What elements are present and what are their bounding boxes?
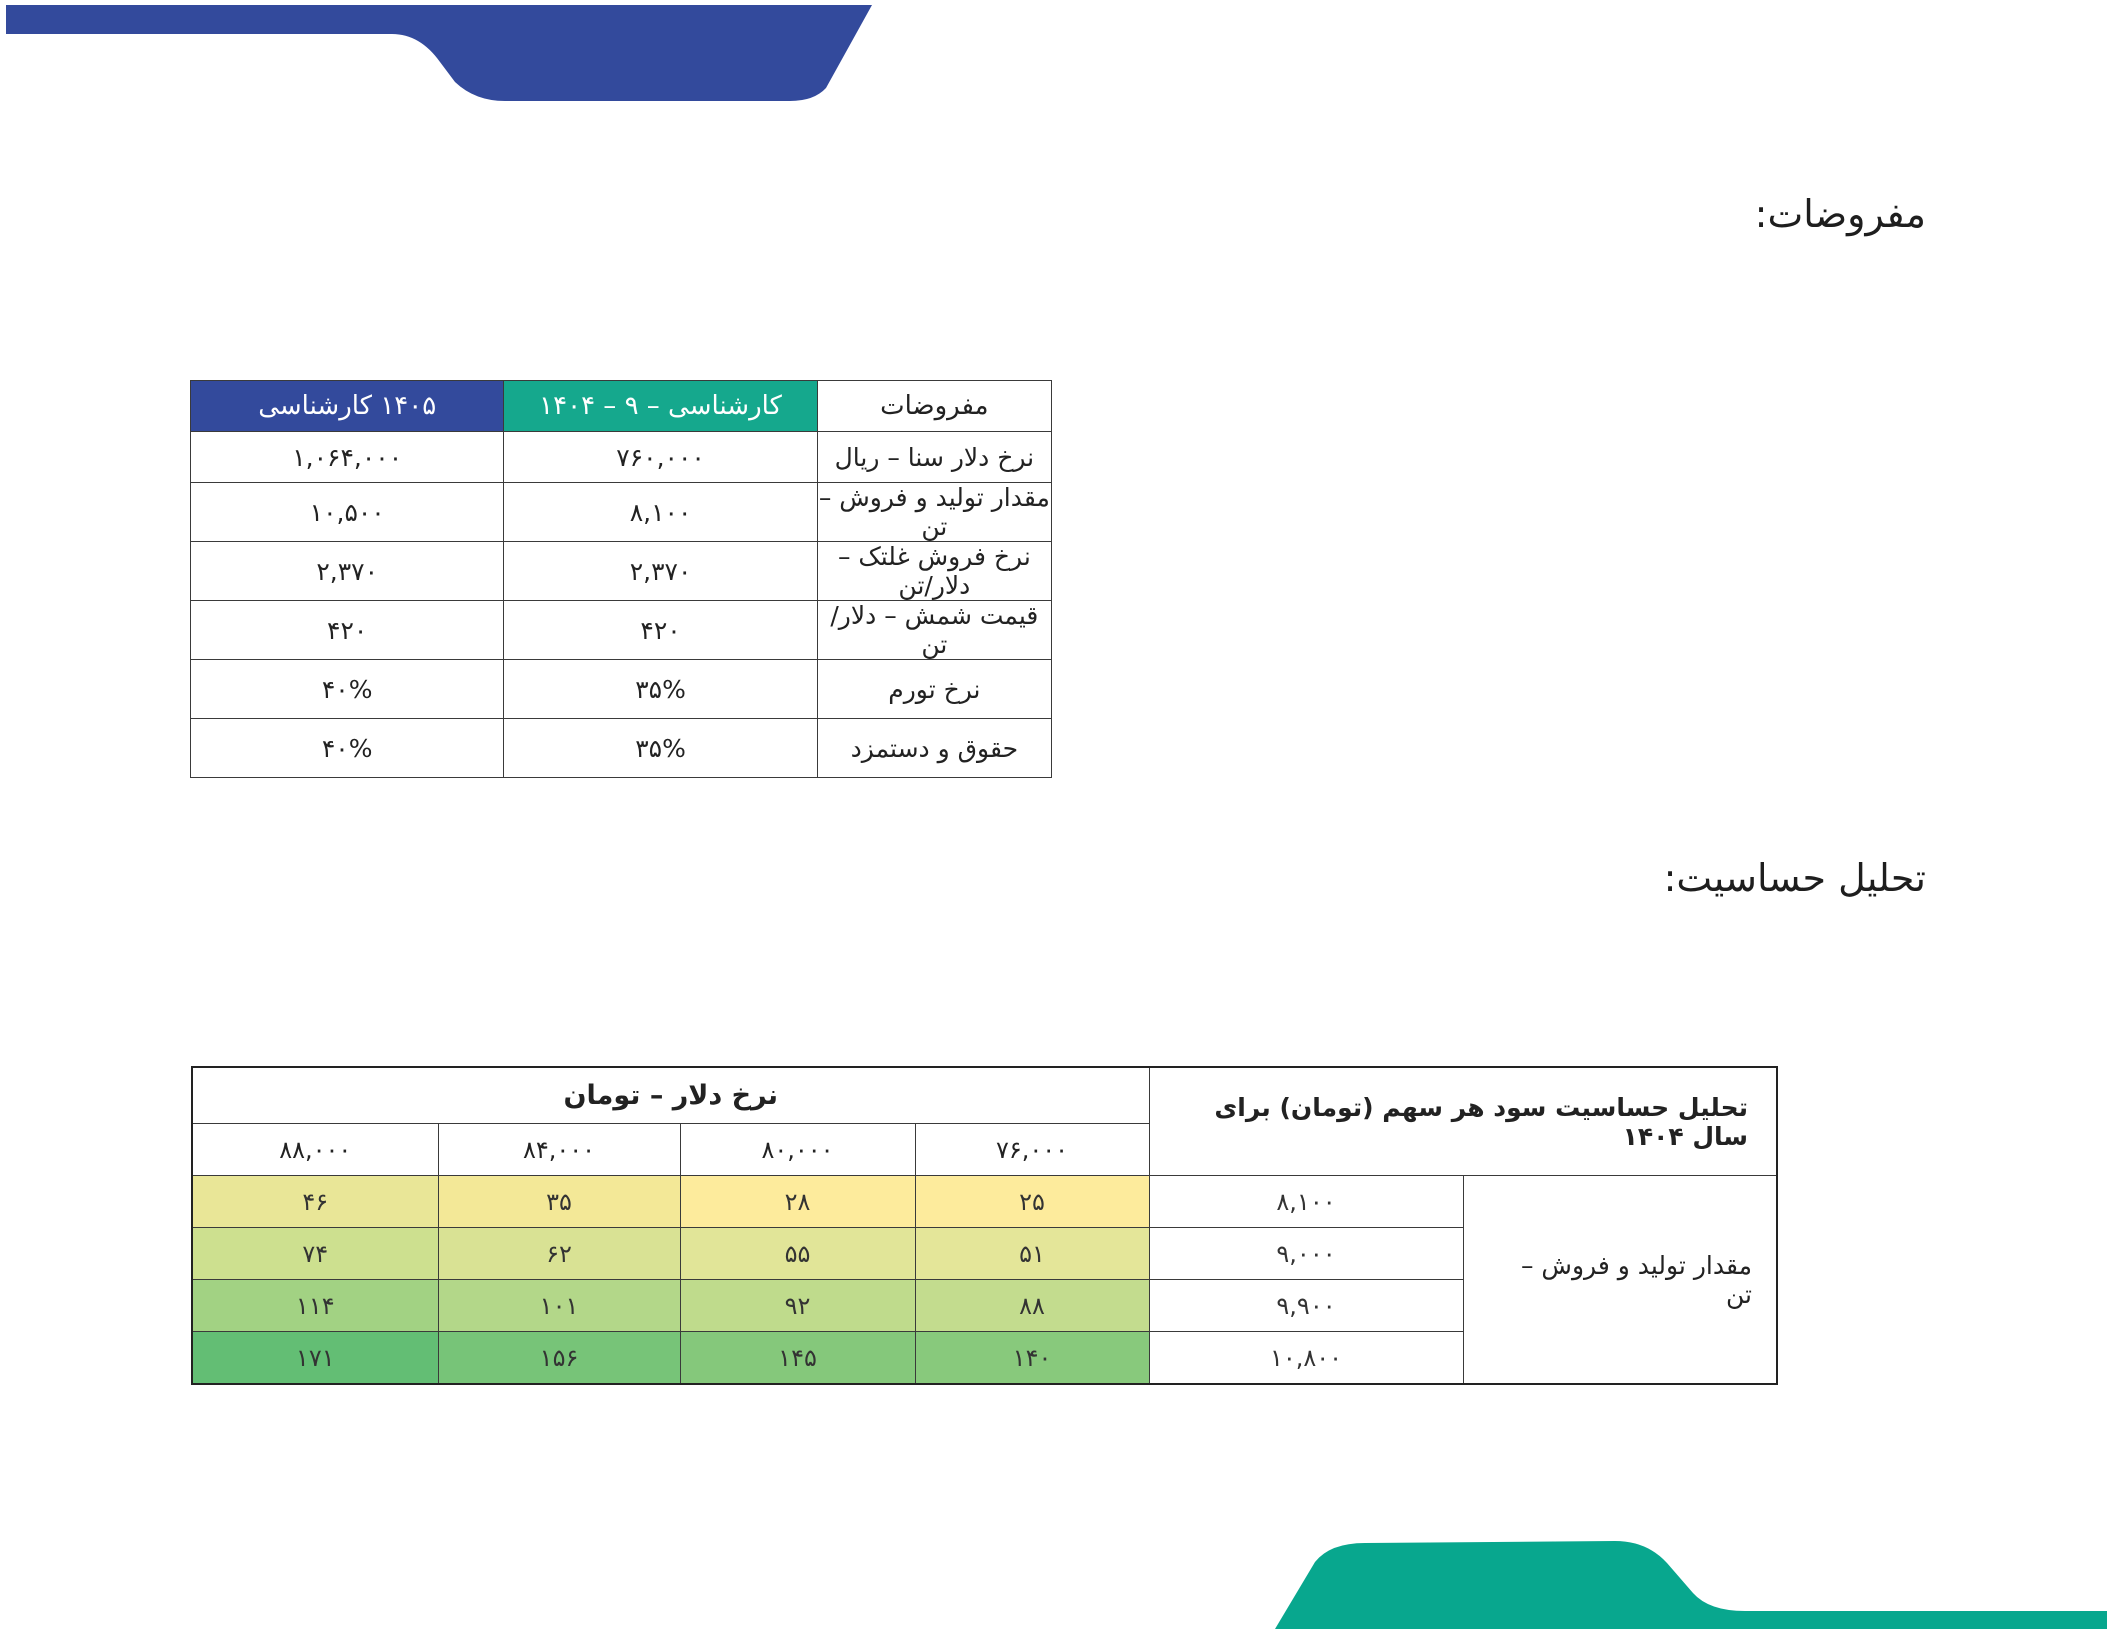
quantity-cell: ۹,۹۰۰ bbox=[1149, 1280, 1463, 1332]
assumptions-header-row bbox=[191, 381, 1052, 432]
value-cell: ۸۸ bbox=[915, 1280, 1149, 1332]
assumption-value-1404: ۳۵% bbox=[504, 719, 817, 778]
assumption-value-1405: ۲,۳۷۰ bbox=[191, 542, 504, 601]
value-cell: ۱۵۶ bbox=[438, 1332, 680, 1385]
quantity-cell: ۸,۱۰۰ bbox=[1149, 1176, 1463, 1228]
table-row bbox=[191, 542, 1052, 601]
quantity-cell: ۹,۰۰۰ bbox=[1149, 1228, 1463, 1280]
table-row bbox=[191, 719, 1052, 778]
assumption-label: قیمت شمش – دلار/تن bbox=[817, 601, 1051, 660]
value-cell: ۱۴۵ bbox=[680, 1332, 915, 1385]
assumption-value-1404: ۲,۳۷۰ bbox=[504, 542, 817, 601]
value-cell: ۵۵ bbox=[680, 1228, 915, 1280]
value-cell: ۶۲ bbox=[438, 1228, 680, 1280]
quantity-cell: ۱۰,۸۰۰ bbox=[1149, 1332, 1463, 1385]
value-cell: ۱۴۰ bbox=[915, 1332, 1149, 1385]
value-cell: ۴۶ bbox=[192, 1176, 438, 1228]
table-row bbox=[191, 483, 1052, 542]
row-group-header: مقدار تولید و فروش – تن bbox=[1463, 1176, 1777, 1385]
assumption-value-1404: ۴۲۰ bbox=[504, 601, 817, 660]
assumptions-table bbox=[190, 380, 1052, 778]
assumption-value-1404: ۳۵% bbox=[504, 660, 817, 719]
value-cell: ۹۲ bbox=[680, 1280, 915, 1332]
column-header: ۸۸,۰۰۰ bbox=[192, 1124, 438, 1176]
value-cell: ۳۵ bbox=[438, 1176, 680, 1228]
value-cell: ۲۵ bbox=[915, 1176, 1149, 1228]
value-cell: ۱۱۴ bbox=[192, 1280, 438, 1332]
assumption-label: نرخ تورم bbox=[817, 660, 1051, 719]
table-row bbox=[191, 432, 1052, 483]
table-row bbox=[191, 660, 1052, 719]
sensitivity-table bbox=[191, 1066, 1778, 1385]
value-cell: ۵۱ bbox=[915, 1228, 1149, 1280]
assumption-label: مقدار تولید و فروش – تن bbox=[818, 483, 1050, 541]
bottom-banner-shape bbox=[1275, 1535, 2112, 1632]
sensitivity-heading: تحلیل حساسیت: bbox=[1663, 856, 1926, 900]
assumption-value-1405: ۴۲۰ bbox=[191, 601, 504, 660]
assumption-label: حقوق و دستمزد bbox=[817, 719, 1051, 778]
assumptions-header-1405: ۱۴۰۵ کارشناسی bbox=[191, 381, 504, 432]
top-banner-shape bbox=[0, 0, 880, 110]
assumption-value-1404: ۸,۱۰۰ bbox=[504, 483, 817, 542]
assumption-label: نرخ فروش غلتک – دلار/تن bbox=[817, 542, 1051, 601]
value-cell: ۱۷۱ bbox=[192, 1332, 438, 1385]
value-cell: ۱۰۱ bbox=[438, 1280, 680, 1332]
assumptions-header-1404: کارشناسی – ۹ – ۱۴۰۴ bbox=[504, 381, 817, 432]
assumption-value-1405: ۴۰% bbox=[191, 719, 504, 778]
column-group-header: نرخ دلار – تومان bbox=[192, 1067, 1149, 1124]
assumption-value-1405: ۴۰% bbox=[191, 660, 504, 719]
column-header: ۸۴,۰۰۰ bbox=[438, 1124, 680, 1176]
column-header: ۷۶,۰۰۰ bbox=[915, 1124, 1149, 1176]
assumption-label: نرخ دلار سنا – ریال bbox=[817, 432, 1051, 483]
assumptions-heading: مفروضات: bbox=[1754, 192, 1926, 236]
assumption-value-1405: ۱۰,۵۰۰ bbox=[191, 483, 504, 542]
value-cell: ۲۸ bbox=[680, 1176, 915, 1228]
column-header: ۸۰,۰۰۰ bbox=[680, 1124, 915, 1176]
assumption-value-1404: ۷۶۰,۰۰۰ bbox=[504, 432, 817, 483]
table-row bbox=[191, 601, 1052, 660]
sensitivity-title: تحلیل حساسیت سود هر سهم (تومان) برای سال ۱۴۰۴ bbox=[1149, 1067, 1777, 1176]
assumption-value-1405: ۱,۰۶۴,۰۰۰ bbox=[191, 432, 504, 483]
assumptions-header-label: مفروضات bbox=[817, 381, 1051, 432]
value-cell: ۷۴ bbox=[192, 1228, 438, 1280]
table-row bbox=[192, 1176, 1777, 1228]
sensitivity-header-row bbox=[192, 1067, 1777, 1124]
